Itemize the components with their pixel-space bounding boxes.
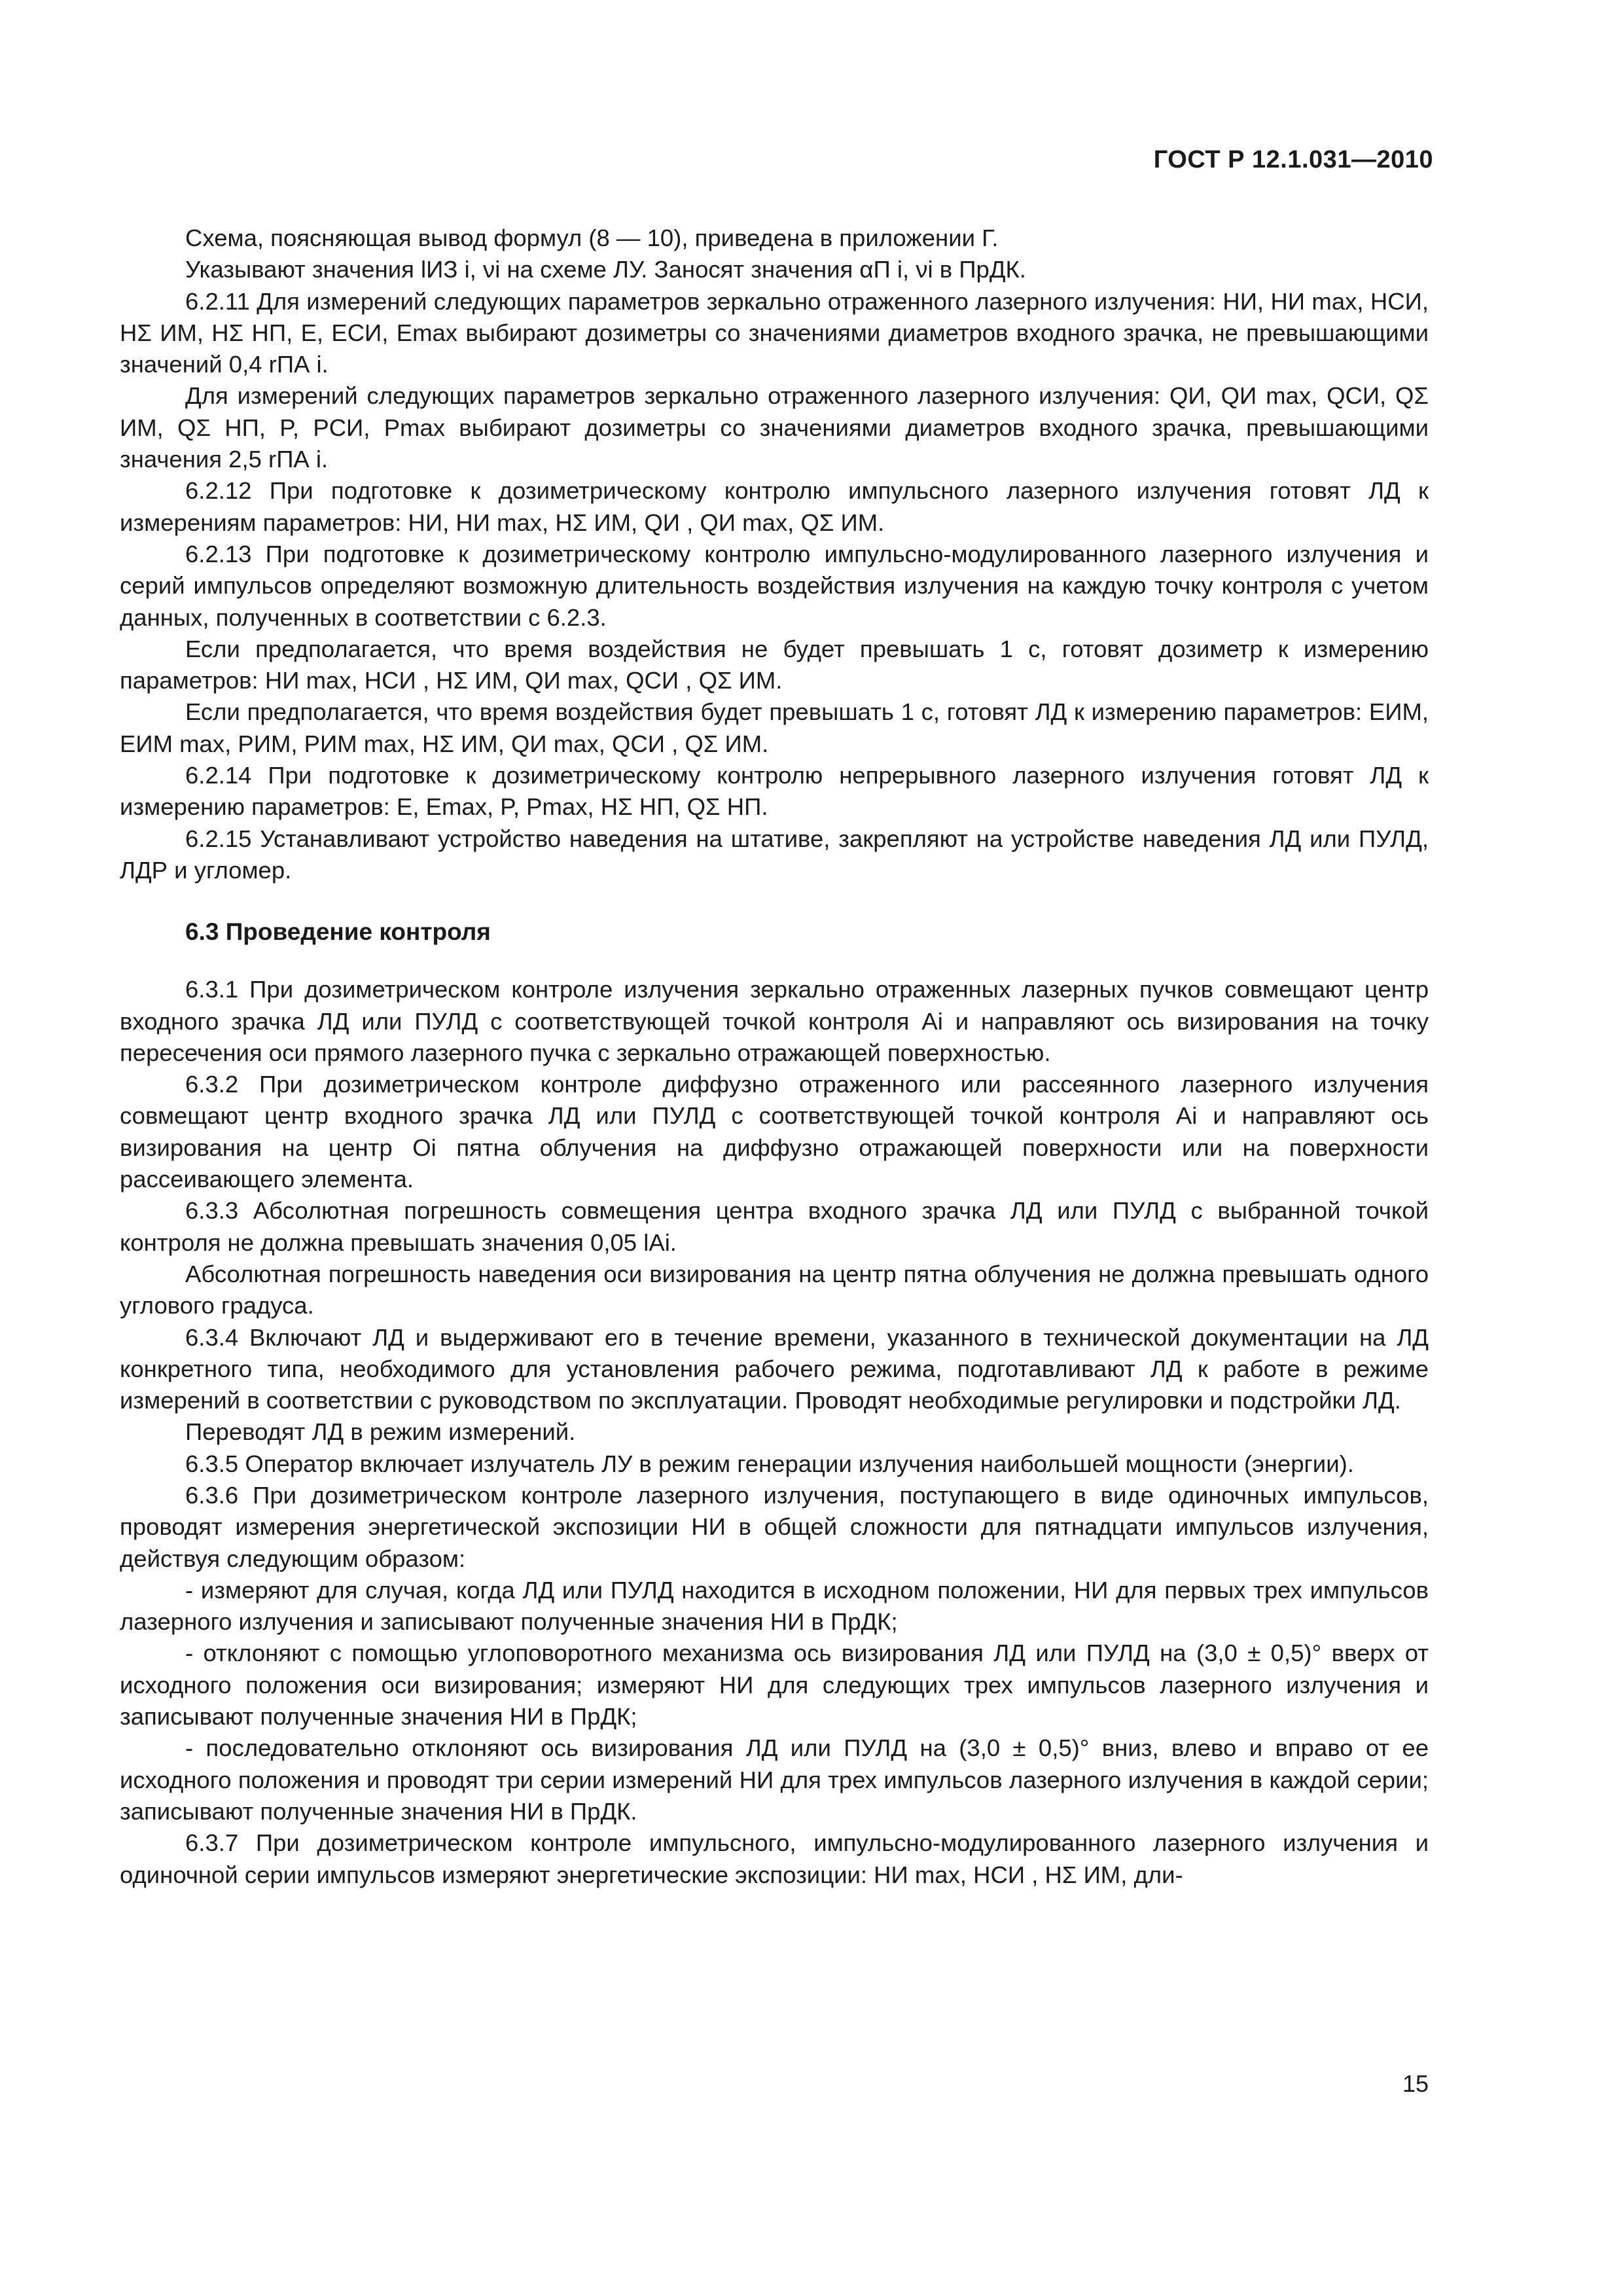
paragraph-6-3-2: 6.3.2 При дозиметрическом контроле диффузно отраженного или рассеянного лазерного излучения совмещают центр входного зрачка ЛД или ПУЛД с соответствующей точкой контроля Ai и направляют ось визирования на центр Oi пятна облучения на диффузно отражающей поверхности или на поверхности рассеивающего элемента.	[120, 1071, 1429, 1193]
standard-designation: ГОСТ Р 12.1.031—2010	[1153, 146, 1433, 173]
paragraph: Абсолютная погрешность наведения оси визирования на центр пятна облучения не должна превышать одного углового градуса.	[120, 1260, 1429, 1319]
paragraph-6-3-7: 6.3.7 При дозиметрическом контроле импульсного, импульсно-модулированного лазерного излучения и одиночной серии импульсов измеряют энергетические экспозиции: HИ max, HСИ , HΣ ИМ, дли-	[120, 1829, 1429, 1888]
paragraph-6-3-1: 6.3.1 При дозиметрическом контроле излучения зеркально отраженных лазерных пучков совмещают центр входного зрачка ЛД или ПУЛД с соответствующей точкой контроля Ai и направляют ось визирования на точку пересечения оси прямого лазерного пучка с зеркально отражающей поверхностью.	[120, 976, 1429, 1066]
list-item: - измеряют для случая, когда ЛД или ПУЛД находится в исходном положении, HИ для первых трех импульсов лазерного излучения и записывают полученные значения HИ в ПрДК;	[120, 1576, 1429, 1636]
paragraph: Если предполагается, что время воздействия будет превышать 1 с, готовят ЛД к измерению параметров: EИМ, EИМ max, PИМ, PИМ max, HΣ ИМ, QИ max, QСИ , QΣ ИМ.	[120, 698, 1429, 757]
paragraph-6-2-11: 6.2.11 Для измерений следующих параметров зеркально отраженного лазерного излучения: HИ, HИ max, HСИ, HΣ ИМ, HΣ НП, E, EСИ, Emax выбирают дозиметры со значениями диаметров входного зрачка, не превышающими значений 0,4 rПА i.	[120, 287, 1429, 378]
list-item: - последовательно отклоняют ось визирования ЛД или ПУЛД на (3,0 ± 0,5)° вниз, влево и вправо от ее исходного положения и проводят три серии измерений HИ для трех импульсов лазерного излучения в каждой серии; записывают полученные значения HИ в ПрДК.	[120, 1734, 1429, 1825]
paragraph: Для измерений следующих параметров зеркально отраженного лазерного излучения: QИ, QИ max, QСИ, QΣ ИМ, QΣ НП, P, PСИ, Pmax выбирают дозиметры со значениями диаметров входного зрачка, превышающими значения 2,5 rПА i.	[120, 382, 1429, 473]
paragraph-6-2-14: 6.2.14 При подготовке к дозиметрическому контролю непрерывного лазерного излучения готовят ЛД к измерению параметров: E, Emax, P, Pmax, HΣ НП, QΣ НП.	[120, 762, 1429, 821]
section-heading: 6.3 Проведение контроля	[185, 918, 491, 946]
paragraph-6-2-12: 6.2.12 При подготовке к дозиметрическому контролю импульсного лазерного излучения готовят ЛД к измерениям параметров: HИ, HИ max, HΣ ИМ, QИ , QИ max, QΣ ИМ.	[120, 477, 1429, 536]
document-body	[120, 223, 1429, 1891]
paragraph-6-2-15: 6.2.15 Устанавливают устройство наведения на штативе, закрепляют на устройстве наведения ЛД или ПУЛД, ЛДР и угломер.	[120, 825, 1429, 884]
paragraph-6-3-3: 6.3.3 Абсолютная погрешность совмещения центра входного зрачка ЛД или ПУЛД с выбранной точкой контроля не должна превышать значения 0,05 lAi.	[120, 1197, 1429, 1256]
page-number: 15	[1402, 2070, 1429, 2097]
paragraph-6-3-5: 6.3.5 Оператор включает излучатель ЛУ в режим генерации излучения наибольшей мощности (энергии).	[185, 1450, 1354, 1477]
paragraph-6-3-6: 6.3.6 При дозиметрическом контроле лазерного излучения, поступающего в виде одиночных импульсов, проводят измерения энергетической экспозиции HИ в общей сложности для пятнадцати импульсов излучения, действуя следующим образом:	[120, 1481, 1429, 1572]
paragraph-6-2-13: 6.2.13 При подготовке к дозиметрическому контролю импульсно-модулированного лазерного излучения и серий импульсов определяют возможную длительность воздействия излучения на каждую точку контроля с учетом данных, полученных в соответствии с 6.2.3.	[120, 540, 1429, 631]
paragraph-6-3-4: 6.3.4 Включают ЛД и выдерживают его в течение времени, указанного в технической документации на ЛД конкретного типа, необходимого для установления рабочего режима, подготавливают ЛД к работе в режиме измерений в соответствии с руководством по эксплуатации. Проводят необходимые регулировки и подстройки ЛД.	[120, 1323, 1429, 1414]
paragraph: Переводят ЛД в режим измерений.	[185, 1418, 576, 1446]
paragraph: Если предполагается, что время воздействия не будет превышать 1 с, готовят дозиметр к измерению параметров: HИ max, HСИ , HΣ ИМ, QИ max, QСИ , QΣ ИМ.	[120, 635, 1429, 694]
paragraph: Схема, поясняющая вывод формул (8 — 10), приведена в приложении Г.	[185, 224, 999, 251]
paragraph: Указывают значения lИЗ i, νi на схеме ЛУ. Заносят значения αП i, νi в ПрДК.	[185, 256, 1026, 283]
list-item: - отклоняют с помощью углоповоротного механизма ось визирования ЛД или ПУЛД на (3,0 ± 0,5)° вверх от исходного положения оси визирования; измеряют HИ для следующих трех импульсов лазерного излучения и записывают полученные значения HИ в ПрДК;	[120, 1640, 1429, 1731]
